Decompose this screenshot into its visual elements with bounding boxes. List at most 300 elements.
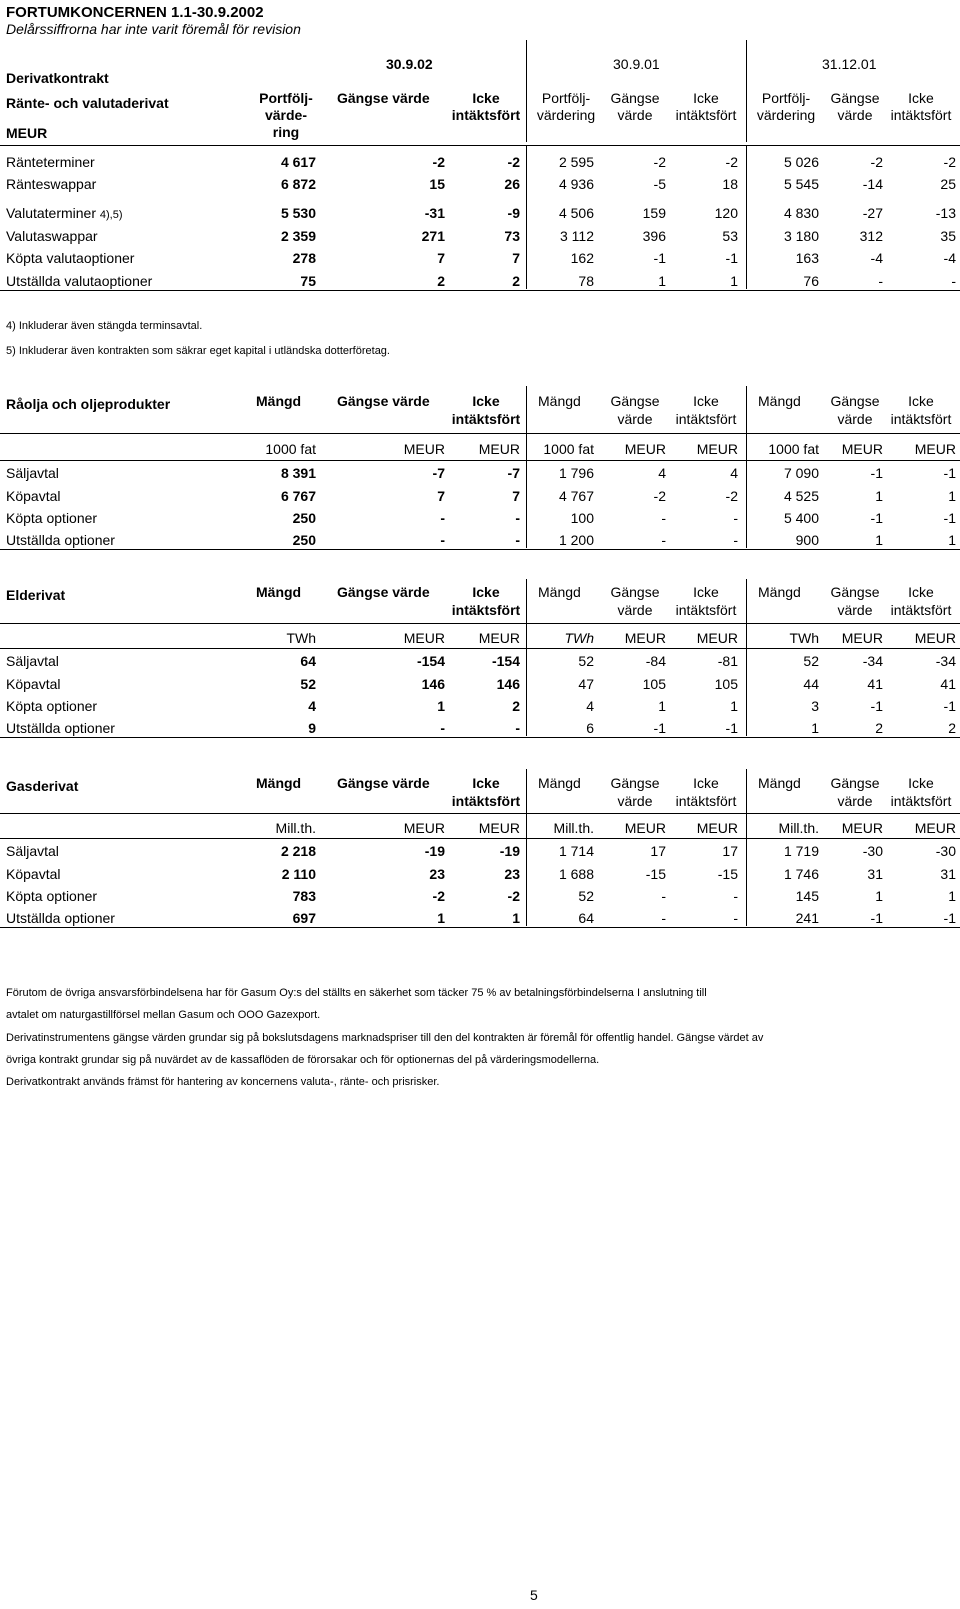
cell: 1	[658, 273, 666, 289]
col-portfolj-a-2: värde-	[264, 107, 308, 123]
cell: -7	[432, 465, 445, 481]
cell: 4 617	[280, 154, 316, 170]
cell: -30	[935, 843, 956, 859]
col-icke-2: intäktsfört	[890, 793, 952, 809]
footer-text-1: Förutom de övriga ansvarsförbindelsena har för Gasum Oy:s del ställts en säkerhet som täcker 75 % av betalningsförbindelserna I anslutning till	[6, 987, 707, 999]
cell: 7	[512, 250, 520, 266]
col-gangse-2: värde	[837, 411, 873, 427]
cell: -13	[935, 205, 956, 221]
cell: -19	[499, 843, 520, 859]
cell: -	[733, 510, 738, 526]
cell: 697	[292, 910, 316, 926]
derivat-heading: Derivatkontrakt	[6, 70, 109, 86]
cell: -	[515, 720, 520, 736]
cell: -	[951, 273, 956, 289]
section-title: Råolja och oljeprodukter	[6, 396, 171, 412]
cell: -1	[725, 720, 738, 736]
cell: 1	[948, 488, 956, 504]
col-portfolj-a-3: ring	[272, 124, 300, 140]
period-label-3: 31.12.01	[822, 56, 877, 72]
cell: -	[440, 720, 445, 736]
row-label: Säljavtal	[6, 843, 59, 859]
cell: 105	[714, 676, 738, 692]
cell: -2	[725, 154, 738, 170]
footer-text-3: Derivatinstrumentens gängse värden grundar sig på bokslutsdagens marknadspriser till den del kontrakten är föremål för offentlig handel. Gängse värdet av	[6, 1032, 764, 1044]
cell: 4	[586, 698, 594, 714]
col-icke-2: intäktsfört	[675, 602, 737, 618]
cell: 41	[940, 676, 956, 692]
cell: 44	[803, 676, 819, 692]
col-icke-1: Icke	[693, 584, 719, 600]
table-row	[0, 204, 960, 222]
cell: -15	[717, 866, 738, 882]
cell: 4	[658, 465, 666, 481]
cell: -84	[645, 653, 666, 669]
units-row	[0, 629, 960, 647]
unit: MEUR	[914, 441, 956, 457]
row-label: Säljavtal	[6, 465, 59, 481]
row-label: Köpavtal	[6, 866, 61, 882]
period-label-1: 30.9.02	[386, 56, 433, 72]
col-portfolj-c-2: värdering	[756, 107, 816, 123]
table-bottom-rule	[0, 290, 960, 291]
unit: MEUR	[403, 820, 445, 836]
col-gangse-varde: Gängse värde	[337, 775, 430, 791]
cell: -	[733, 532, 738, 548]
col-gangse-1: Gängse	[610, 775, 660, 791]
unit: Mill.th.	[275, 820, 316, 836]
cell: 4 525	[783, 488, 819, 504]
cell: 1 200	[558, 532, 594, 548]
row-label: Valutaswappar	[6, 228, 98, 244]
table-bottom-rule	[0, 927, 960, 928]
cell: -4	[943, 250, 956, 266]
cell: 2 218	[280, 843, 316, 859]
row-label-text: Valutaterminer	[6, 205, 97, 221]
cell: 1 746	[783, 866, 819, 882]
unit: MEUR	[841, 820, 883, 836]
unit: MEUR	[914, 630, 956, 646]
footnote-ref: 4),5)	[99, 209, 123, 221]
cell: -1	[870, 510, 883, 526]
unit: TWh	[789, 630, 819, 646]
row-label: Utställda valutaoptioner	[6, 273, 153, 289]
cell: 271	[421, 228, 445, 244]
table-bottom-rule	[0, 737, 960, 738]
cell: 8 391	[280, 465, 316, 481]
cell: 1	[730, 273, 738, 289]
cell: 105	[642, 676, 666, 692]
table-row	[0, 153, 960, 171]
col-gangse-a: Gängse värde	[337, 90, 430, 106]
cell: -1	[870, 465, 883, 481]
cell: 25	[940, 176, 956, 192]
units-rule	[0, 460, 960, 461]
cell: 1 688	[558, 866, 594, 882]
row-label: Ränteterminer	[6, 154, 95, 170]
units-rule	[0, 648, 960, 649]
cell: -	[733, 888, 738, 904]
cell: 6 872	[280, 176, 316, 192]
cell: -	[440, 510, 445, 526]
cell: 7	[512, 488, 520, 504]
cell: -	[661, 910, 666, 926]
cell: 9	[308, 720, 316, 736]
cell: 3 180	[783, 228, 819, 244]
derivat-subheading: Ränte- och valutaderivat	[6, 95, 169, 111]
section-title: Elderivat	[6, 587, 66, 603]
col-icke-1: Icke	[908, 775, 934, 791]
table-bottom-rule	[0, 549, 960, 550]
cell: 1	[437, 910, 445, 926]
table-row	[0, 487, 960, 505]
table-row	[0, 509, 960, 527]
unit: MEUR	[696, 441, 738, 457]
cell: 3 112	[560, 228, 594, 244]
unit: 1000 fat	[543, 441, 594, 457]
col-icke-1: Icke	[472, 393, 500, 409]
cell: 6	[586, 720, 594, 736]
cell: 1	[730, 698, 738, 714]
col-icke-1: Icke	[472, 775, 500, 791]
col-mangd: Mängd	[758, 775, 801, 791]
unit: MEUR	[696, 630, 738, 646]
cell: -1	[653, 720, 666, 736]
cell: -81	[717, 653, 738, 669]
cell: 4 830	[783, 205, 819, 221]
row-label: Köpavtal	[6, 488, 61, 504]
row-label	[6, 204, 123, 224]
col-icke-2: intäktsfört	[890, 602, 952, 618]
table-row	[0, 909, 960, 927]
col-icke-b-1: Icke	[693, 90, 719, 106]
cell: 2	[512, 698, 520, 714]
cell: 163	[795, 250, 819, 266]
cell: 1	[875, 888, 883, 904]
cell: 783	[292, 888, 316, 904]
cell: 250	[292, 532, 316, 548]
cell: 2	[437, 273, 445, 289]
cell: -27	[862, 205, 883, 221]
cell: -	[661, 888, 666, 904]
cell: -1	[943, 910, 956, 926]
col-portfolj-c-1: Portfölj-	[761, 90, 811, 106]
cell: 2 110	[281, 866, 316, 882]
table-row	[0, 842, 960, 860]
col-icke-a-1: Icke	[472, 90, 500, 106]
cell: -2	[507, 154, 520, 170]
col-portfolj-b-2: värdering	[536, 107, 596, 123]
col-mangd: Mängd	[538, 393, 581, 409]
cell: 23	[504, 866, 520, 882]
col-mangd: Mängd	[538, 775, 581, 791]
col-gangse-1: Gängse	[610, 393, 660, 409]
unit: TWh	[564, 630, 594, 646]
cell: 1 714	[558, 843, 594, 859]
table-row	[0, 865, 960, 883]
table-row	[0, 719, 960, 737]
cell: -1	[870, 910, 883, 926]
header-rule	[0, 623, 960, 624]
footnote-4: 4) Inkluderar även stängda terminsavtal.	[6, 320, 203, 332]
cell: 47	[578, 676, 594, 692]
row-label: Utställda optioner	[6, 910, 115, 926]
cell: 52	[578, 653, 594, 669]
cell: -2	[943, 154, 956, 170]
cell: 4 506	[558, 205, 594, 221]
col-icke-2: intäktsfört	[451, 602, 521, 618]
cell: 1	[875, 488, 883, 504]
cell: -30	[862, 843, 883, 859]
cell: -15	[645, 866, 666, 882]
col-mangd: Mängd	[256, 775, 302, 791]
unit: MEUR	[841, 630, 883, 646]
cell: 241	[795, 910, 819, 926]
page-number: 5	[530, 1587, 538, 1603]
cell: 75	[300, 273, 316, 289]
cell: -34	[862, 653, 883, 669]
unit: MEUR	[841, 441, 883, 457]
cell: 53	[722, 228, 738, 244]
cell: 146	[421, 676, 445, 692]
cell: -14	[862, 176, 883, 192]
unit: 1000 fat	[265, 441, 316, 457]
cell: -1	[870, 698, 883, 714]
col-icke-a-2: intäktsfört	[451, 107, 521, 123]
cell: -2	[507, 888, 520, 904]
units-row	[0, 819, 960, 837]
table-row	[0, 249, 960, 267]
row-label: Utställda optioner	[6, 532, 115, 548]
cell: -19	[424, 843, 445, 859]
footer-text-2: avtalet om naturgastillförsel mellan Gasum och OOO Gazexport.	[6, 1009, 321, 1021]
cell: -2	[653, 488, 666, 504]
cell: 4 767	[558, 488, 594, 504]
cell: -2	[432, 154, 445, 170]
cell: 1	[948, 532, 956, 548]
cell: 396	[642, 228, 666, 244]
cell: 4	[308, 698, 316, 714]
cell: 900	[795, 532, 819, 548]
cell: -31	[424, 205, 445, 221]
col-portfolj-a-1: Portfölj-	[259, 90, 313, 106]
table-row	[0, 272, 960, 290]
unit: MEUR	[696, 820, 738, 836]
unit: MEUR	[624, 820, 666, 836]
col-mangd: Mängd	[538, 584, 581, 600]
unit: 1000 fat	[768, 441, 819, 457]
header-rule	[0, 145, 960, 146]
col-gangse-b-2: värde	[617, 107, 653, 123]
units-rule	[0, 838, 960, 839]
cell: -	[515, 510, 520, 526]
units-row	[0, 441, 960, 459]
col-gangse-b-1: Gängse	[610, 90, 660, 106]
row-label: Köpta optioner	[6, 510, 98, 526]
cell: 6 767	[280, 488, 316, 504]
cell: 31	[867, 866, 883, 882]
report-title: FORTUMKONCERNEN 1.1-30.9.2002	[6, 4, 264, 21]
table-row	[0, 464, 960, 482]
cell: 4 936	[558, 176, 594, 192]
table-row	[0, 652, 960, 670]
cell: 76	[803, 273, 819, 289]
col-icke-2: intäktsfört	[890, 411, 952, 427]
row-label: Köpavtal	[6, 676, 61, 692]
cell: 64	[578, 910, 594, 926]
cell: 5 530	[280, 205, 316, 221]
footer-text-4: övriga kontrakt grundar sig på nuvärdet av de kassaflöden de förorsakar och för optionernas del på värderingsmodellerna.	[6, 1054, 600, 1066]
col-icke-b-2: intäktsfört	[675, 107, 737, 123]
cell: -1	[653, 250, 666, 266]
cell: 4	[730, 465, 738, 481]
cell: -	[515, 532, 520, 548]
col-gangse-2: värde	[617, 602, 653, 618]
cell: -1	[943, 510, 956, 526]
col-gangse-2: värde	[837, 602, 873, 618]
col-portfolj-b-1: Portfölj-	[541, 90, 591, 106]
col-gangse-1: Gängse	[830, 584, 880, 600]
cell: -2	[432, 888, 445, 904]
cell: -4	[870, 250, 883, 266]
table-row	[0, 175, 960, 193]
cell: 35	[940, 228, 956, 244]
cell: 3	[811, 698, 819, 714]
unit: MEUR	[478, 441, 520, 457]
cell: 120	[714, 205, 738, 221]
cell: 159	[642, 205, 666, 221]
col-gangse-1: Gängse	[830, 393, 880, 409]
cell: 2	[875, 720, 883, 736]
cell: 52	[300, 676, 316, 692]
cell: -1	[943, 465, 956, 481]
row-label: Köpta optioner	[6, 888, 98, 904]
col-icke-2: intäktsfört	[675, 411, 737, 427]
cell: 23	[429, 866, 445, 882]
unit: Mill.th.	[778, 820, 819, 836]
cell: 73	[504, 228, 520, 244]
cell: 26	[504, 176, 520, 192]
col-gangse-2: värde	[617, 411, 653, 427]
cell: 1	[875, 532, 883, 548]
col-gangse-1: Gängse	[610, 584, 660, 600]
cell: -9	[507, 205, 520, 221]
period-label-2: 30.9.01	[613, 56, 660, 72]
cell: 2 595	[558, 154, 594, 170]
cell: 2	[512, 273, 520, 289]
cell: 2	[948, 720, 956, 736]
cell: 145	[795, 888, 819, 904]
cell: -2	[725, 488, 738, 504]
cell: 312	[859, 228, 883, 244]
cell: 78	[578, 273, 594, 289]
cell: -34	[935, 653, 956, 669]
cell: -1	[725, 250, 738, 266]
unit: MEUR	[914, 820, 956, 836]
col-gangse-1: Gängse	[830, 775, 880, 791]
cell: 52	[578, 888, 594, 904]
col-icke-1: Icke	[908, 393, 934, 409]
table-row	[0, 697, 960, 715]
unit: MEUR	[403, 441, 445, 457]
cell: 18	[722, 176, 738, 192]
col-mangd: Mängd	[758, 584, 801, 600]
unit: TWh	[286, 630, 316, 646]
unit: MEUR	[478, 630, 520, 646]
cell: 17	[722, 843, 738, 859]
header-rule	[0, 433, 960, 434]
table-row	[0, 675, 960, 693]
col-gangse-2: värde	[837, 793, 873, 809]
cell: 1	[512, 910, 520, 926]
cell: 1	[437, 698, 445, 714]
cell: 278	[292, 250, 316, 266]
col-icke-1: Icke	[693, 775, 719, 791]
unit: MEUR	[478, 820, 520, 836]
cell: -	[661, 532, 666, 548]
unit: MEUR	[624, 630, 666, 646]
row-label: Ränteswappar	[6, 176, 97, 192]
row-label: Säljavtal	[6, 653, 59, 669]
col-icke-c-1: Icke	[908, 90, 934, 106]
cell: 146	[496, 676, 520, 692]
col-icke-2: intäktsfört	[451, 793, 521, 809]
col-gangse-c-1: Gängse	[830, 90, 880, 106]
cell: -	[440, 532, 445, 548]
unit: MEUR	[403, 630, 445, 646]
cell: 1 796	[558, 465, 594, 481]
cell: 1	[658, 698, 666, 714]
col-gangse-varde: Gängse värde	[337, 584, 430, 600]
row-label: Köpta valutaoptioner	[6, 250, 135, 266]
derivat-unit: MEUR	[6, 125, 48, 141]
cell: -	[733, 910, 738, 926]
cell: 31	[940, 866, 956, 882]
cell: 7 090	[783, 465, 819, 481]
cell: -154	[491, 653, 520, 669]
col-gangse-2: värde	[617, 793, 653, 809]
table-row	[0, 887, 960, 905]
col-icke-c-2: intäktsfört	[890, 107, 952, 123]
cell: 250	[292, 510, 316, 526]
cell: -2	[653, 154, 666, 170]
col-gangse-c-2: värde	[837, 107, 873, 123]
col-icke-1: Icke	[472, 584, 500, 600]
cell: 7	[437, 250, 445, 266]
cell: -1	[943, 698, 956, 714]
footer-text-5: Derivatkontrakt används främst för hantering av koncernens valuta-, ränte- och prisrisker.	[6, 1076, 440, 1088]
cell: 1	[811, 720, 819, 736]
cell: 100	[570, 510, 594, 526]
cell: 17	[650, 843, 666, 859]
cell: 52	[803, 653, 819, 669]
cell: 7	[437, 488, 445, 504]
cell: -2	[870, 154, 883, 170]
col-mangd: Mängd	[256, 393, 302, 409]
cell: 1	[948, 888, 956, 904]
cell: 5 545	[783, 176, 819, 192]
unit: MEUR	[624, 441, 666, 457]
cell: 15	[429, 176, 445, 192]
cell: 5 400	[783, 510, 819, 526]
row-label: Köpta optioner	[6, 698, 98, 714]
header-rule	[0, 813, 960, 814]
cell: -	[878, 273, 883, 289]
cell: -154	[416, 653, 445, 669]
cell: -5	[653, 176, 666, 192]
footnote-5: 5) Inkluderar även kontrakten som säkrar eget kapital i utländska dotterföretag.	[6, 345, 390, 357]
col-icke-2: intäktsfört	[451, 411, 521, 427]
